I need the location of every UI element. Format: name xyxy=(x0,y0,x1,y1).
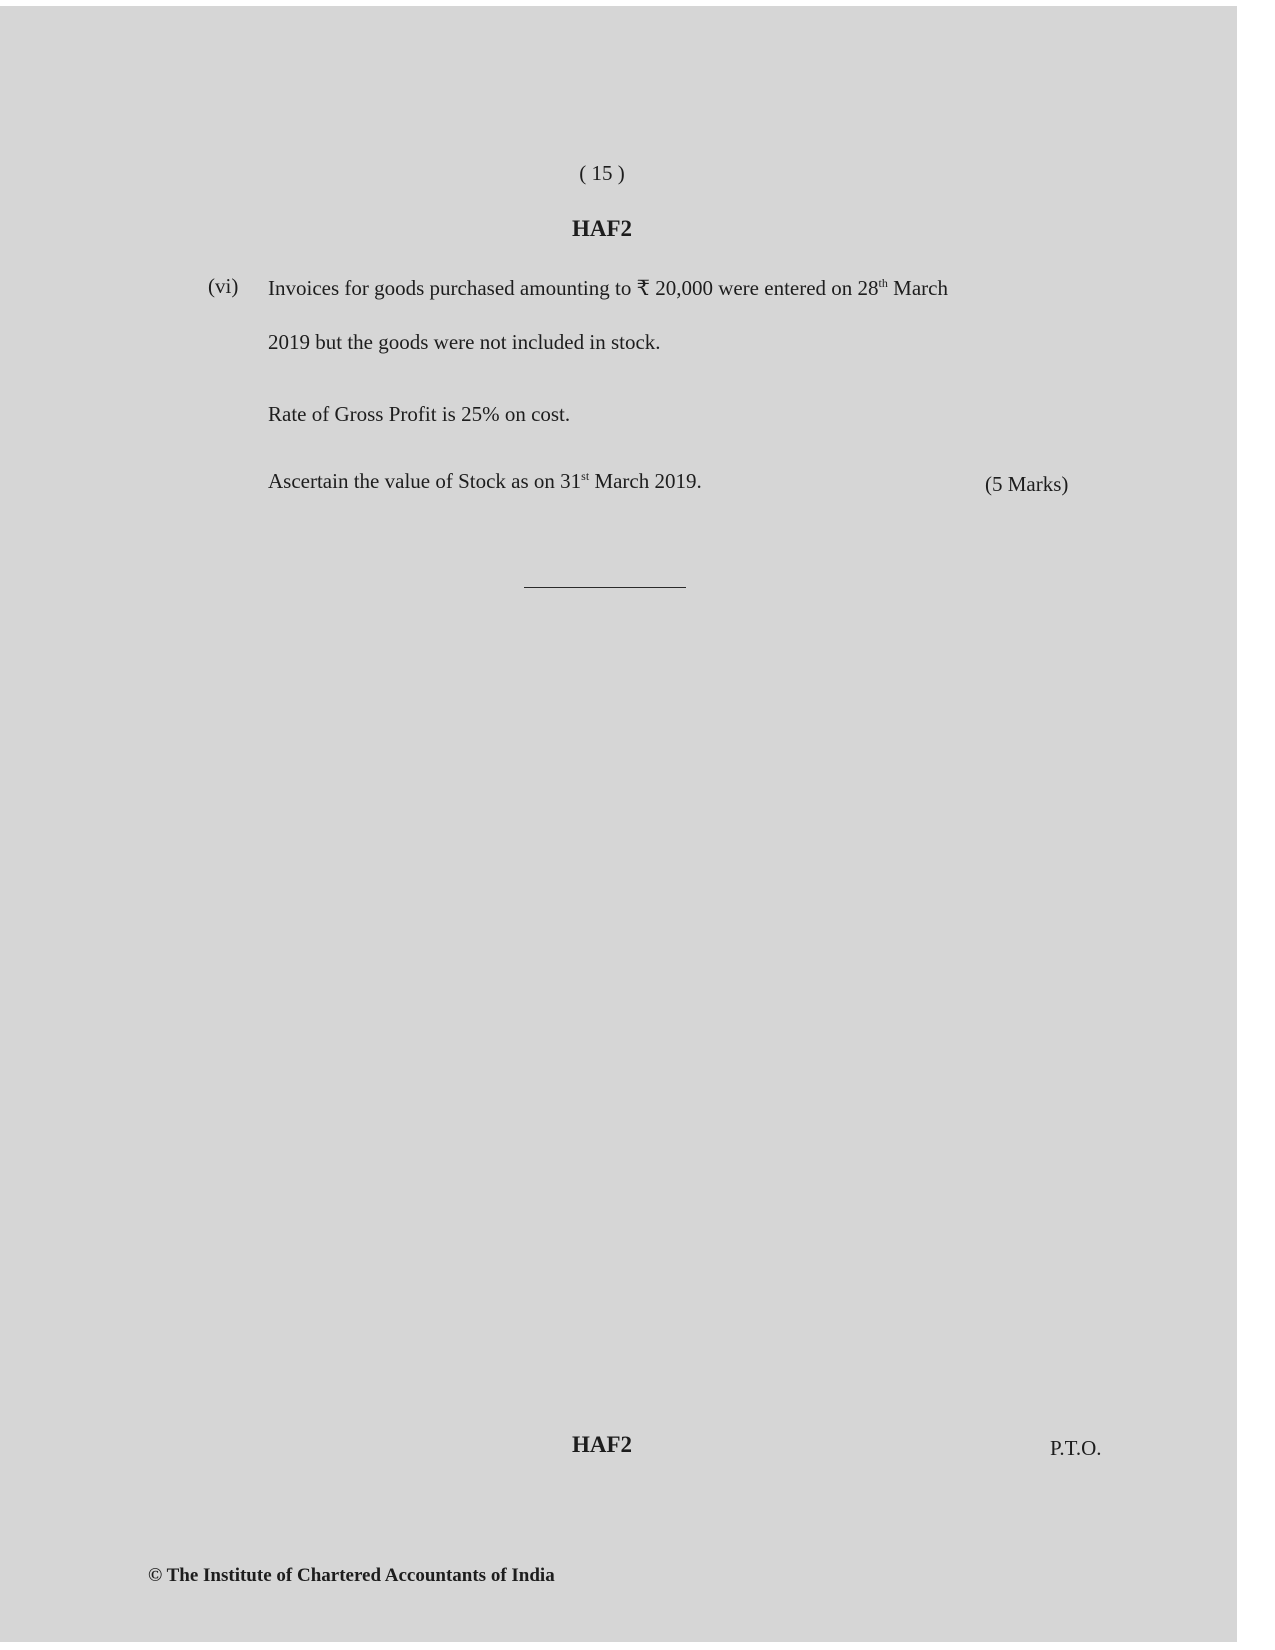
page-number: ( 15 ) xyxy=(579,161,625,185)
question-line-1-tail: March xyxy=(887,276,948,300)
pto-label: P.T.O. xyxy=(1050,1436,1102,1460)
section-divider xyxy=(524,587,686,588)
question-item-label: (vi) xyxy=(208,274,239,298)
question-line-1-text: Invoices for goods purchased amounting to ₹ 20,000 were entered on 28 xyxy=(268,276,879,300)
page-margin xyxy=(1237,0,1275,1650)
question-instruction-tail: March 2019. xyxy=(589,469,702,493)
superscript-th: th xyxy=(878,276,888,290)
document-page xyxy=(0,6,1237,1642)
question-line-2: 2019 but the goods were not included in stock. xyxy=(268,330,661,354)
question-line-1 xyxy=(268,276,948,301)
question-instruction-line xyxy=(268,469,702,494)
marks-label: (5 Marks) xyxy=(985,472,1069,496)
header-paper-code: HAF2 xyxy=(571,216,633,241)
footer-paper-code: HAF2 xyxy=(571,1432,633,1457)
gross-profit-rate-line: Rate of Gross Profit is 25% on cost. xyxy=(268,402,571,426)
superscript-st: st xyxy=(581,469,590,483)
question-instruction-text: Ascertain the value of Stock as on 31 xyxy=(268,469,582,493)
copyright-notice: © The Institute of Chartered Accountants of India xyxy=(148,1565,555,1586)
